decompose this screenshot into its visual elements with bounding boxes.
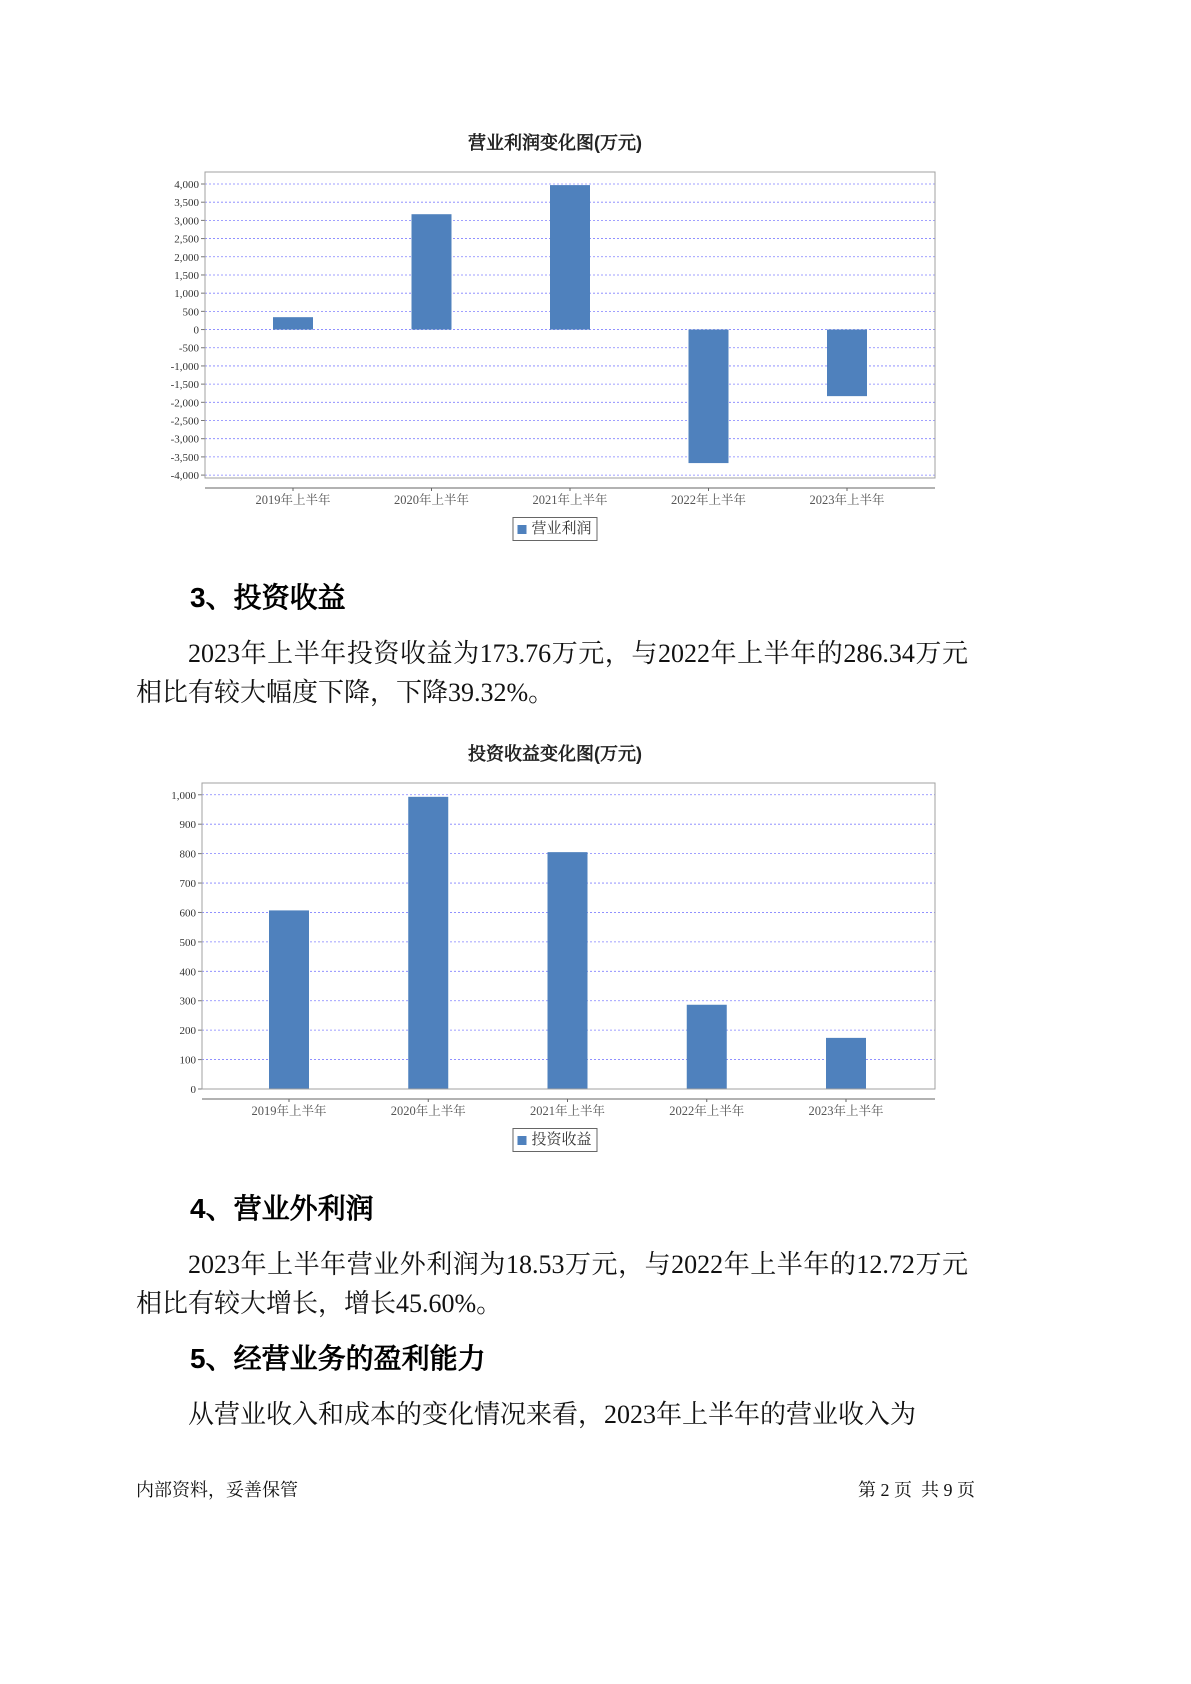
y-tick-label: 500 — [179, 936, 196, 949]
legend-label: 投资收益 — [531, 1132, 592, 1148]
chart-legend — [512, 1128, 597, 1152]
paragraph-operating-profitability: 从营业收入和成本的变化情况来看，2023年上半年的营业收入为 — [188, 1400, 917, 1429]
y-tick-label: 0 — [193, 324, 199, 337]
y-tick-label: 1,500 — [174, 269, 199, 282]
y-tick-label: -500 — [178, 342, 199, 355]
bar-2020-h1 — [408, 797, 448, 1089]
category-label: 2020年上半年 — [393, 493, 470, 507]
heading-investment-income: 3、投资收益 — [190, 582, 346, 613]
y-tick-label: 700 — [179, 878, 196, 891]
y-tick-label: 500 — [182, 306, 199, 319]
y-tick-label: -3,000 — [170, 433, 199, 446]
category-label: 2023年上半年 — [808, 1104, 884, 1118]
y-tick-label: 2,500 — [174, 233, 199, 246]
y-tick-label: 800 — [179, 848, 196, 861]
footer-page-indicator: 第 2 页 共 9 页 — [858, 1480, 975, 1500]
y-tick-label: -4,000 — [170, 470, 199, 483]
y-tick-label: -3,500 — [170, 451, 199, 464]
investment-income-chart-canvas — [0, 730, 1191, 1160]
y-tick-label: 3,500 — [174, 197, 199, 210]
category-label: 2022年上半年 — [669, 1104, 745, 1118]
paragraph-non-operating-profit: 2023年上半年营业外利润为18.53万元，与2022年上半年的12.72万元相比有较大增长，增长45.60%。 — [136, 1250, 968, 1318]
y-tick-label: 400 — [179, 966, 196, 979]
category-label: 2021年上半年 — [532, 493, 608, 507]
y-tick-label: -2,000 — [170, 397, 199, 410]
y-tick-label: 4,000 — [174, 179, 199, 192]
y-tick-label: 1,000 — [174, 288, 199, 301]
y-tick-label: 100 — [179, 1054, 196, 1067]
category-label: 2022年上半年 — [670, 493, 747, 507]
category-label: 2023年上半年 — [809, 493, 885, 507]
heading-operating-profitability: 5、经营业务的盈利能力 — [190, 1343, 486, 1374]
chart-title: 投资收益变化图(万元) — [468, 744, 642, 764]
y-tick-label: 600 — [179, 907, 196, 920]
category-label: 2019年上半年 — [251, 1104, 327, 1118]
y-tick-label: 2,000 — [174, 251, 199, 264]
y-tick-label: -1,000 — [170, 360, 199, 373]
bar-2022-h1 — [689, 330, 729, 464]
y-tick-label: 0 — [190, 1084, 196, 1096]
y-tick-label: -1,500 — [170, 379, 199, 392]
bar-2022-h1 — [687, 1005, 727, 1089]
category-label: 2021年上半年 — [529, 1104, 606, 1118]
bar-2019-h1 — [273, 317, 313, 329]
bar-2023-h1 — [827, 330, 867, 397]
heading-non-operating-profit: 4、营业外利润 — [190, 1193, 374, 1224]
chart-legend — [512, 517, 597, 541]
investment-income-chart — [0, 730, 1191, 1160]
bar-2020-h1 — [412, 214, 452, 329]
bar-2021-h1 — [548, 852, 588, 1089]
bar-2021-h1 — [550, 185, 590, 329]
bar-2019-h1 — [269, 910, 309, 1089]
y-tick-label: -2,500 — [170, 415, 199, 428]
legend-swatch — [517, 525, 526, 534]
footer-confidential-note: 内部资料，妥善保管 — [136, 1480, 298, 1500]
y-tick-label: 300 — [179, 995, 196, 1008]
operating-profit-chart — [0, 120, 1191, 550]
y-tick-label: 3,000 — [174, 215, 199, 228]
category-label: 2020年上半年 — [390, 1104, 466, 1118]
paragraph-investment-income: 2023年上半年投资收益为173.76万元，与2022年上半年的286.34万元相比有较大幅度下降，下降39.32%。 — [136, 639, 968, 707]
chart-title: 营业利润变化图(万元) — [468, 133, 642, 153]
legend-label: 营业利润 — [531, 521, 592, 537]
y-tick-label: 200 — [179, 1025, 196, 1038]
legend-swatch — [517, 1136, 526, 1145]
operating-profit-chart-canvas — [0, 120, 1191, 550]
bar-2023-h1 — [826, 1038, 866, 1089]
category-label: 2019年上半年 — [255, 493, 331, 507]
y-tick-label: 1,000 — [171, 789, 196, 802]
y-tick-label: 900 — [179, 819, 196, 832]
